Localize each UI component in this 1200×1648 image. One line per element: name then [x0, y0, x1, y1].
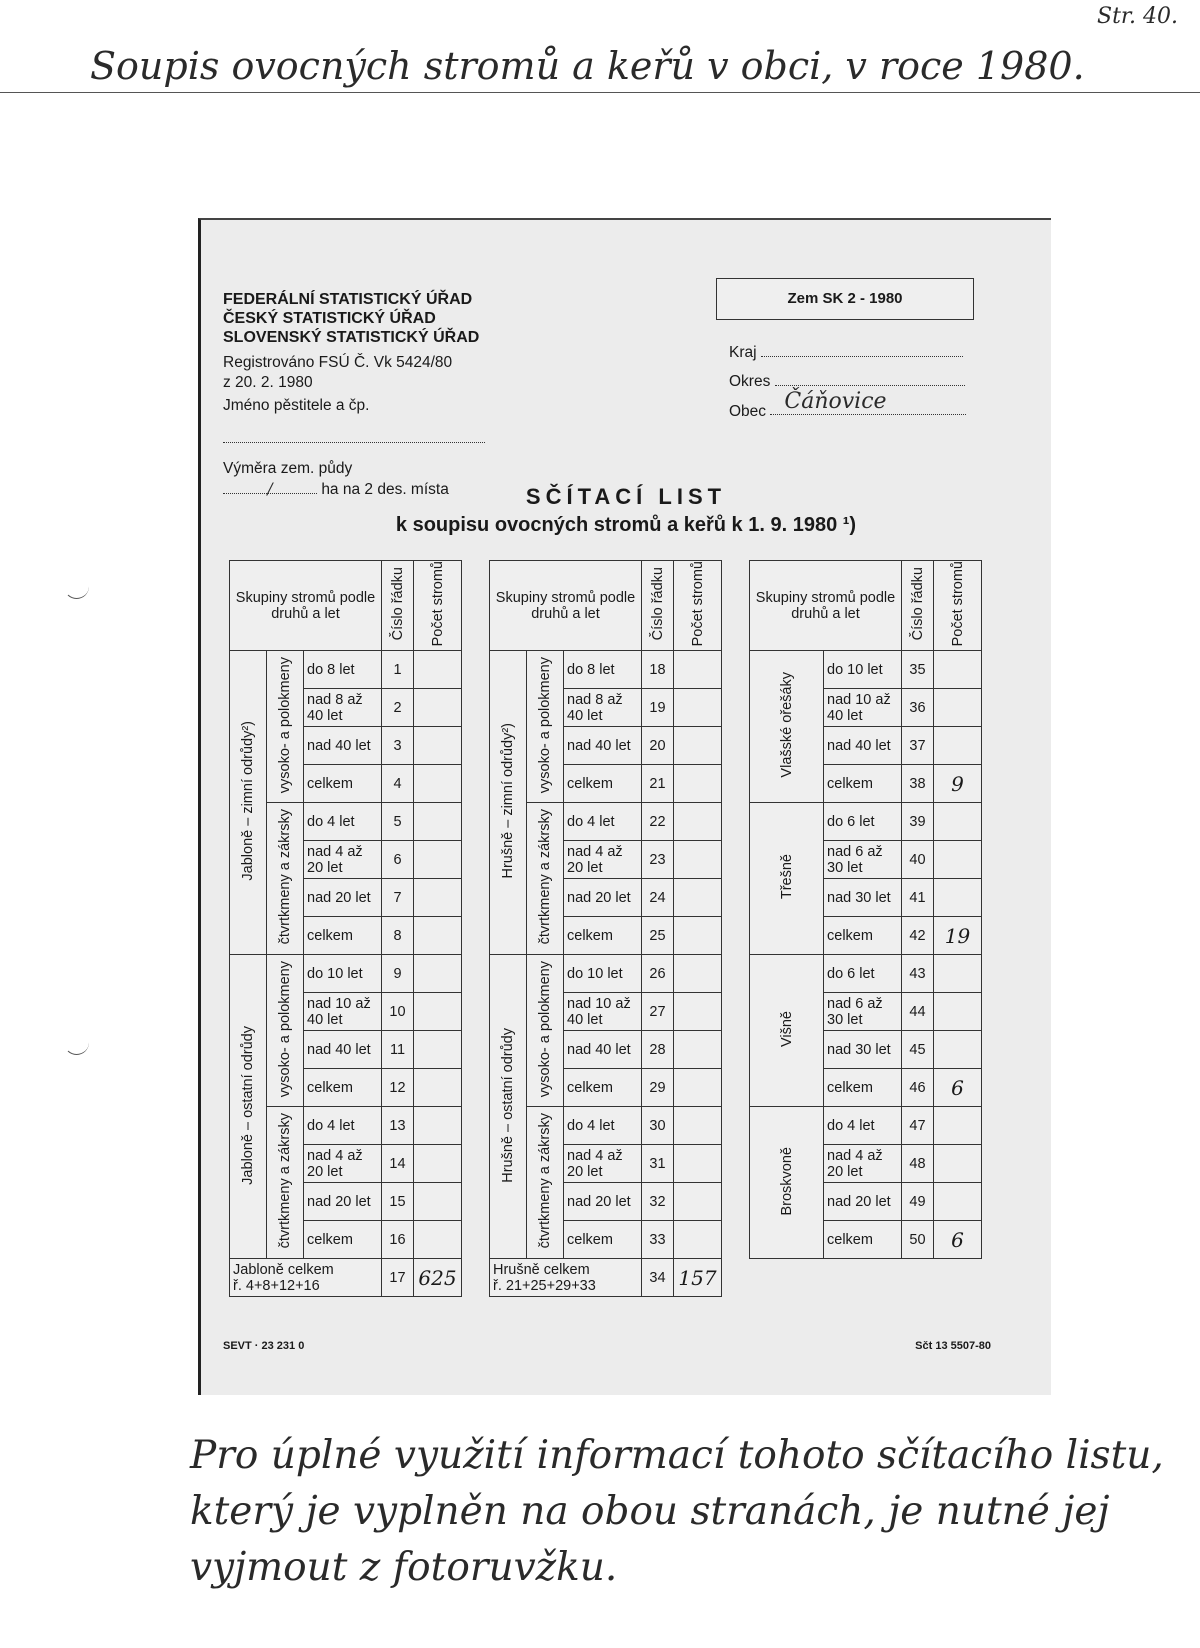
obec-field[interactable]	[770, 389, 966, 415]
row-number: 12	[382, 1069, 414, 1107]
registration-date: z 20. 2. 1980	[223, 374, 313, 391]
row-number: 24	[642, 879, 674, 917]
tree-count-cell[interactable]: 6	[934, 1069, 982, 1107]
tree-count-cell[interactable]: 19	[934, 917, 982, 955]
age-label: celkem	[304, 917, 382, 955]
row-number: 31	[642, 1145, 674, 1183]
row-number: 19	[642, 689, 674, 727]
pear-total-label: Hrušně celkem ř. 21+25+29+33	[490, 1259, 642, 1297]
age-label: do 10 let	[824, 651, 902, 689]
row-number: 28	[642, 1031, 674, 1069]
tree-count-cell[interactable]	[414, 1145, 462, 1183]
age-label: celkem	[304, 1221, 382, 1259]
tree-count-cell[interactable]	[414, 1069, 462, 1107]
age-label: nad 40 let	[304, 1031, 382, 1069]
header-tree-count: Počet stromů	[414, 561, 462, 651]
subgroup-label: vysoko- a polokmeny	[267, 651, 304, 803]
row-number: 43	[902, 955, 934, 993]
registration-block	[223, 353, 485, 500]
page-heading: Soupis ovocných stromů a keřů v obci, v roce 1980.	[90, 44, 1085, 88]
age-label: nad 10 až 40 let	[824, 689, 902, 727]
row-number: 20	[642, 727, 674, 765]
row-number: 27	[642, 993, 674, 1031]
row-number: 7	[382, 879, 414, 917]
area-label: Výměra zem. půdy	[223, 460, 353, 477]
tree-count-cell[interactable]	[934, 1031, 982, 1069]
tree-count-cell[interactable]	[414, 879, 462, 917]
apple-total-label: Jabloně celkem ř. 4+8+12+16	[230, 1259, 382, 1297]
row-number: 34	[642, 1259, 674, 1297]
age-label: nad 20 let	[304, 1183, 382, 1221]
row-number: 6	[382, 841, 414, 879]
age-label: do 4 let	[824, 1107, 902, 1145]
tree-count-cell[interactable]	[934, 993, 982, 1031]
row-number: 11	[382, 1031, 414, 1069]
tree-count-cell[interactable]	[674, 1221, 722, 1259]
subgroup-label: vysoko- a polokmeny	[267, 955, 304, 1107]
row-number: 38	[902, 765, 934, 803]
row-number: 45	[902, 1031, 934, 1069]
tree-count-cell[interactable]	[934, 727, 982, 765]
tree-count-cell[interactable]	[414, 765, 462, 803]
age-label: nad 30 let	[824, 1031, 902, 1069]
heading-underline	[0, 92, 1200, 93]
age-label: do 6 let	[824, 955, 902, 993]
tree-count-cell[interactable]	[674, 803, 722, 841]
tree-count-cell[interactable]	[934, 1183, 982, 1221]
age-label: nad 40 let	[304, 727, 382, 765]
kraj-field[interactable]	[761, 342, 963, 357]
apple-total-value[interactable]: 625	[414, 1259, 462, 1297]
row-number: 42	[902, 917, 934, 955]
punch-hole-mark	[64, 574, 89, 599]
subgroup-label: čtvrtkmeny a zákrsky	[267, 1107, 304, 1259]
obec-value: Čáňovice	[784, 389, 887, 414]
row-number: 26	[642, 955, 674, 993]
tree-count-cell[interactable]	[674, 1145, 722, 1183]
registration-number: Registrováno FSÚ Č. Vk 5424/80	[223, 354, 453, 371]
row-number: 15	[382, 1183, 414, 1221]
row-number: 2	[382, 689, 414, 727]
row-number: 23	[642, 841, 674, 879]
tree-count-cell[interactable]	[674, 1069, 722, 1107]
issuing-offices	[223, 290, 479, 347]
header-row-number: Číslo řádku	[902, 561, 934, 651]
header-tree-count: Počet stromů	[674, 561, 722, 651]
row-number: 32	[642, 1183, 674, 1221]
subgroup-label: čtvrtkmeny a zákrsky	[527, 803, 564, 955]
row-number: 37	[902, 727, 934, 765]
tree-count-cell[interactable]: 9	[934, 765, 982, 803]
area-value: /	[267, 480, 273, 498]
form-code-box: Zem SK 2 - 1980	[716, 278, 974, 320]
office-line: FEDERÁLNÍ STATISTICKÝ ÚŘAD	[223, 291, 473, 308]
age-label: do 4 let	[304, 1107, 382, 1145]
row-number: 40	[902, 841, 934, 879]
tree-count-cell[interactable]	[674, 765, 722, 803]
group-label: Hrušně – ostatní odrůdy	[490, 955, 527, 1259]
row-number: 16	[382, 1221, 414, 1259]
tree-count-cell[interactable]	[414, 803, 462, 841]
row-number: 29	[642, 1069, 674, 1107]
tree-count-cell[interactable]	[674, 879, 722, 917]
tree-count-cell[interactable]	[414, 727, 462, 765]
row-number: 35	[902, 651, 934, 689]
handwritten-note: Pro úplné využití informací tohoto sčítacího listu, který je vyplněn na obou stranách, je nutné jej vyjmout z fotoruvžku.	[190, 1433, 1164, 1590]
row-number: 10	[382, 993, 414, 1031]
header-row-number: Číslo řádku	[642, 561, 674, 651]
age-label: celkem	[824, 1221, 902, 1259]
form-subtitle: k soupisu ovocných stromů a keřů k 1. 9. 1980 ¹)	[395, 514, 857, 536]
grower-label: Jméno pěstitele a čp.	[223, 397, 370, 414]
age-label: nad 8 až 40 let	[304, 689, 382, 727]
age-label: celkem	[564, 1221, 642, 1259]
age-label: nad 4 až 20 let	[824, 1145, 902, 1183]
tree-count-cell[interactable]	[414, 993, 462, 1031]
age-label: nad 10 až 40 let	[564, 993, 642, 1031]
punch-hole-mark	[64, 1030, 89, 1055]
subgroup-label: vysoko- a polokmeny	[527, 651, 564, 803]
row-number: 4	[382, 765, 414, 803]
age-label: nad 4 až 20 let	[564, 1145, 642, 1183]
tree-count-cell[interactable]	[414, 1031, 462, 1069]
pear-table	[489, 560, 722, 1297]
row-number: 17	[382, 1259, 414, 1297]
row-number: 33	[642, 1221, 674, 1259]
group-label: Višně	[750, 955, 824, 1107]
tree-count-cell[interactable]	[934, 955, 982, 993]
header-group: Skupiny stromů podle druhů a let	[230, 561, 382, 651]
row-number: 21	[642, 765, 674, 803]
tree-count-cell[interactable]	[934, 1145, 982, 1183]
pear-total-value[interactable]: 157	[674, 1259, 722, 1297]
subgroup-label: čtvrtkmeny a zákrsky	[527, 1107, 564, 1259]
footer-print-code: SEVT · 23 231 0	[223, 1340, 305, 1352]
row-number: 44	[902, 993, 934, 1031]
row-number: 5	[382, 803, 414, 841]
tree-count-cell[interactable]	[414, 1183, 462, 1221]
tree-count-cell[interactable]	[934, 841, 982, 879]
age-label: nad 40 let	[564, 1031, 642, 1069]
tree-count-cell[interactable]	[674, 993, 722, 1031]
footer-form-number: Sčt 13 5507-80	[915, 1340, 991, 1352]
row-number: 14	[382, 1145, 414, 1183]
age-label: celkem	[824, 1069, 902, 1107]
location-block	[729, 342, 974, 422]
row-number: 25	[642, 917, 674, 955]
obec-label: Obec	[729, 403, 767, 420]
group-label: Jabloně – zimní odrůdy²)	[230, 651, 267, 955]
tree-count-cell[interactable]	[414, 841, 462, 879]
tree-count-cell[interactable]	[674, 1031, 722, 1069]
header-row-number: Číslo řádku	[382, 561, 414, 651]
row-number: 48	[902, 1145, 934, 1183]
row-number: 9	[382, 955, 414, 993]
group-label: Jabloně – ostatní odrůdy	[230, 955, 267, 1259]
age-label: celkem	[304, 765, 382, 803]
tree-count-cell[interactable]	[414, 651, 462, 689]
grower-field[interactable]	[223, 428, 485, 443]
tree-count-cell[interactable]	[674, 689, 722, 727]
row-number: 50	[902, 1221, 934, 1259]
age-label: nad 20 let	[564, 1183, 642, 1221]
tree-count-cell[interactable]	[934, 879, 982, 917]
tree-count-cell[interactable]	[674, 955, 722, 993]
age-label: nad 10 až 40 let	[304, 993, 382, 1031]
age-label: do 8 let	[304, 651, 382, 689]
kraj-label: Kraj	[729, 344, 757, 361]
group-label: Broskvoně	[750, 1107, 824, 1259]
tree-count-cell[interactable]	[414, 1221, 462, 1259]
okres-field[interactable]	[775, 371, 965, 386]
age-label: nad 8 až 40 let	[564, 689, 642, 727]
tree-count-cell[interactable]	[674, 1107, 722, 1145]
age-label: nad 6 až 30 let	[824, 841, 902, 879]
row-number: 36	[902, 689, 934, 727]
tree-count-cell[interactable]	[934, 651, 982, 689]
age-label: nad 4 až 20 let	[304, 1145, 382, 1183]
age-label: nad 20 let	[564, 879, 642, 917]
age-label: do 10 let	[304, 955, 382, 993]
okres-label: Okres	[729, 373, 771, 390]
row-number: 30	[642, 1107, 674, 1145]
age-label: do 4 let	[304, 803, 382, 841]
age-label: nad 40 let	[564, 727, 642, 765]
tree-count-cell[interactable]	[674, 1183, 722, 1221]
age-label: do 4 let	[564, 803, 642, 841]
apple-table	[229, 560, 462, 1297]
tree-count-cell[interactable]	[414, 917, 462, 955]
group-label: Hrušně – zimní odrůdy²)	[490, 651, 527, 955]
age-label: nad 20 let	[304, 879, 382, 917]
tree-count-cell[interactable]	[674, 917, 722, 955]
subgroup-label: čtvrtkmeny a zákrsky	[267, 803, 304, 955]
age-label: celkem	[564, 1069, 642, 1107]
tree-count-cell[interactable]: 6	[934, 1221, 982, 1259]
tree-count-cell[interactable]	[934, 689, 982, 727]
row-number: 1	[382, 651, 414, 689]
row-number: 18	[642, 651, 674, 689]
subgroup-label: vysoko- a polokmeny	[527, 955, 564, 1107]
age-label: nad 30 let	[824, 879, 902, 917]
tree-count-cell[interactable]	[934, 803, 982, 841]
tree-count-cell[interactable]	[674, 841, 722, 879]
group-label: Třešně	[750, 803, 824, 955]
header-group: Skupiny stromů podle druhů a let	[750, 561, 902, 651]
census-sheet	[198, 218, 1051, 1395]
tree-count-cell[interactable]	[414, 1107, 462, 1145]
age-label: celkem	[564, 917, 642, 955]
age-label: do 8 let	[564, 651, 642, 689]
tree-count-cell[interactable]	[934, 1107, 982, 1145]
header-group: Skupiny stromů podle druhů a let	[490, 561, 642, 651]
form-title: SČÍTACÍ LIST	[525, 484, 727, 509]
age-label: do 6 let	[824, 803, 902, 841]
group-label: Vlašské ořešáky	[750, 651, 824, 803]
tree-count-cell[interactable]	[674, 727, 722, 765]
age-label: nad 4 až 20 let	[564, 841, 642, 879]
office-line: ČESKÝ STATISTICKÝ ÚŘAD	[223, 310, 436, 327]
age-label: nad 4 až 20 let	[304, 841, 382, 879]
age-label: do 10 let	[564, 955, 642, 993]
page-number: Str. 40.	[1097, 4, 1178, 29]
tree-count-cell[interactable]	[674, 651, 722, 689]
other-fruit-table	[749, 560, 982, 1259]
row-number: 13	[382, 1107, 414, 1145]
header-tree-count: Počet stromů	[934, 561, 982, 651]
row-number: 41	[902, 879, 934, 917]
age-label: celkem	[824, 765, 902, 803]
age-label: nad 40 let	[824, 727, 902, 765]
area-unit: ha na 2 des. místa	[321, 481, 449, 498]
age-label: celkem	[304, 1069, 382, 1107]
row-number: 46	[902, 1069, 934, 1107]
row-number: 22	[642, 803, 674, 841]
row-number: 39	[902, 803, 934, 841]
tree-count-cell[interactable]	[414, 689, 462, 727]
age-label: do 4 let	[564, 1107, 642, 1145]
age-label: nad 20 let	[824, 1183, 902, 1221]
age-label: nad 6 až 30 let	[824, 993, 902, 1031]
age-label: celkem	[824, 917, 902, 955]
office-line: SLOVENSKÝ STATISTICKÝ ÚŘAD	[223, 329, 480, 346]
tree-count-cell[interactable]	[414, 955, 462, 993]
age-label: celkem	[564, 765, 642, 803]
row-number: 49	[902, 1183, 934, 1221]
row-number: 8	[382, 917, 414, 955]
row-number: 3	[382, 727, 414, 765]
row-number: 47	[902, 1107, 934, 1145]
